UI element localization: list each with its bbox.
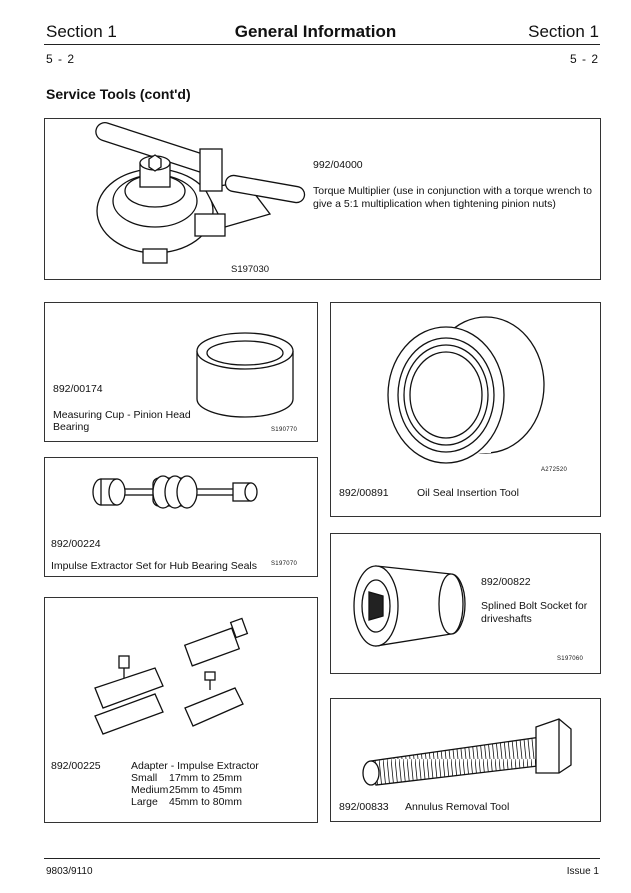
tool-box-annulus (330, 698, 601, 822)
document-number: 9803/9110 (46, 866, 93, 877)
page-number-left: 5 - 2 (46, 52, 76, 66)
adapter-size-medium-range: 25mm to 45mm (169, 784, 242, 796)
tool-box-impulse-extractor (44, 457, 318, 577)
tool-box-bolt-socket (330, 533, 601, 674)
tool-box-measuring-cup (44, 302, 318, 442)
bolt-socket-desc-1: Splined Bolt Socket for (481, 600, 588, 612)
adapter-size-large-range: 45mm to 80mm (169, 796, 242, 808)
section-label-right: Section 1 (528, 22, 599, 41)
oil-seal-part-no: 892/00891 (339, 487, 389, 499)
impulse-extractor-illustration (45, 458, 317, 576)
measuring-cup-ref: S190770 (271, 427, 298, 433)
bolt-socket-ref: S197060 (557, 656, 584, 662)
torque-multiplier-part-no: 992/04000 (313, 159, 363, 171)
torque-multiplier-ref: S197030 (231, 264, 270, 275)
torque-multiplier-desc-2: give a 5:1 multiplication when tightening pinion nuts) (313, 198, 556, 210)
issue-label: Issue 1 (566, 866, 599, 877)
section-label-left: Section 1 (46, 22, 117, 41)
impulse-extractor-desc: Impulse Extractor Set for Hub Bearing Seals (51, 560, 258, 572)
measuring-cup-part-no: 892/00174 (53, 383, 103, 395)
measuring-cup-desc-2: Bearing (53, 421, 90, 433)
tool-box-adapter (44, 597, 318, 823)
bolt-socket-part-no: 892/00822 (481, 576, 531, 588)
adapter-size-small-label: Small (131, 772, 158, 784)
oil-seal-desc: Oil Seal Insertion Tool (417, 487, 519, 499)
adapter-size-small-range: 17mm to 25mm (169, 772, 242, 784)
oil-seal-tool-illustration (331, 303, 600, 516)
footer-rule (44, 858, 600, 859)
measuring-cup-desc-1: Measuring Cup - Pinion Head (53, 409, 191, 421)
adapter-size-medium-label: Medium (131, 784, 169, 796)
page-title: General Information (234, 22, 397, 41)
torque-multiplier-desc-1: Torque Multiplier (use in conjunction with a torque wrench to (313, 185, 592, 197)
adapter-size-large-label: Large (131, 796, 158, 808)
bolt-socket-desc-2: driveshafts (481, 613, 532, 625)
impulse-extractor-ref: S197070 (271, 561, 298, 567)
tool-box-torque-multiplier (44, 118, 601, 280)
adapter-title: Adapter - Impulse Extractor (131, 760, 259, 772)
annulus-desc: Annulus Removal Tool (405, 801, 510, 813)
header-rule (44, 44, 600, 45)
oil-seal-ref: A272520 (541, 467, 568, 473)
impulse-extractor-part-no: 892/00224 (51, 538, 101, 550)
tool-box-oil-seal (330, 302, 601, 517)
adapter-part-no: 892/00225 (51, 760, 101, 772)
page-number-right: 5 - 2 (569, 52, 599, 66)
annulus-part-no: 892/00833 (339, 801, 389, 813)
section-subtitle: Service Tools (cont'd) (46, 86, 191, 102)
